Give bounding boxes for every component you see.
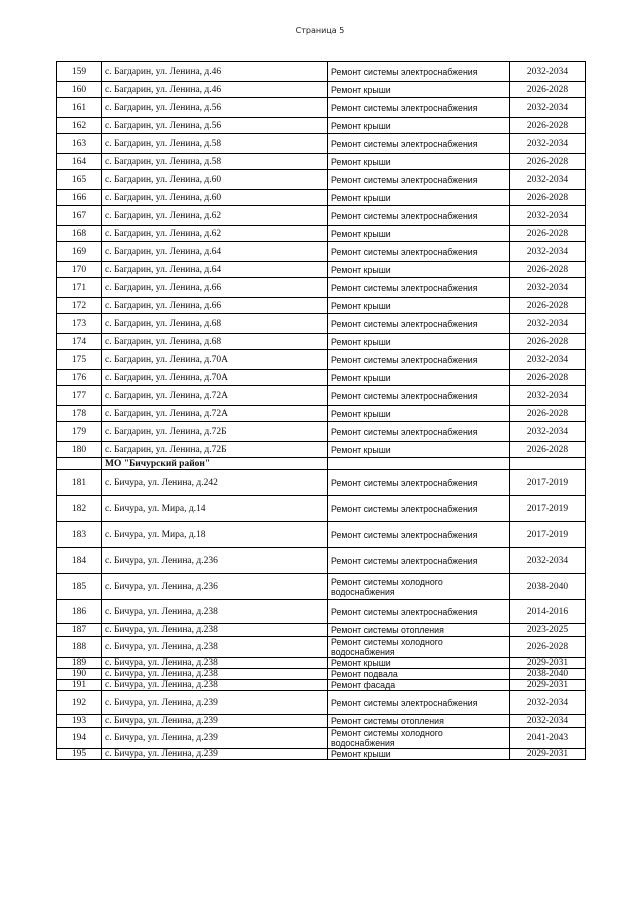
row-address: с. Багдарин, ул. Ленина, д.64 (102, 242, 328, 262)
row-work-type: Ремонт системы электроснабжения (328, 170, 510, 190)
row-work-type: Ремонт крыши (328, 262, 510, 278)
row-work-type: Ремонт крыши (328, 226, 510, 242)
row-number: 174 (57, 334, 102, 350)
row-address: с. Багдарин, ул. Ленина, д.72Б (102, 442, 328, 458)
row-address: с. Багдарин, ул. Ленина, д.46 (102, 82, 328, 98)
row-address: с. Багдарин, ул. Ленина, д.70А (102, 350, 328, 370)
row-address: с. Багдарин, ул. Ленина, д.62 (102, 226, 328, 242)
row-work-type: Ремонт системы электроснабжения (328, 691, 510, 715)
row-period: 2017-2019 (510, 522, 586, 548)
row-work-type: Ремонт системы отопления (328, 624, 510, 637)
table-row (57, 206, 586, 226)
table-row (57, 154, 586, 170)
table-row (57, 278, 586, 298)
row-work-type: Ремонт системы электроснабжения (328, 422, 510, 442)
row-period: 2029-2031 (510, 749, 586, 760)
table-row (57, 442, 586, 458)
row-address: с. Бичура, ул. Ленина, д.238 (102, 637, 328, 658)
table-row (57, 170, 586, 190)
section-empty-cell (510, 458, 586, 470)
row-number: 172 (57, 298, 102, 314)
row-period: 2026-2028 (510, 442, 586, 458)
row-work-type: Ремонт системы электроснабжения (328, 278, 510, 298)
table-row (57, 548, 586, 574)
table-row (57, 406, 586, 422)
table-body (57, 62, 586, 760)
row-number: 191 (57, 680, 102, 691)
row-period: 2026-2028 (510, 82, 586, 98)
row-address: с. Багдарин, ул. Ленина, д.60 (102, 170, 328, 190)
row-period: 2032-2034 (510, 350, 586, 370)
table-row (57, 314, 586, 334)
table-row (57, 334, 586, 350)
row-number: 185 (57, 574, 102, 600)
row-number: 188 (57, 637, 102, 658)
row-number: 169 (57, 242, 102, 262)
table-row (57, 496, 586, 522)
table-row (57, 574, 586, 600)
table-row (57, 82, 586, 98)
row-work-type: Ремонт крыши (328, 82, 510, 98)
row-period: 2017-2019 (510, 470, 586, 496)
table-row (57, 262, 586, 278)
table-row (57, 242, 586, 262)
table-row (57, 624, 586, 637)
row-address: с. Бичура, ул. Ленина, д.239 (102, 749, 328, 760)
row-address: с. Бичура, ул. Мира, д.18 (102, 522, 328, 548)
row-address: с. Багдарин, ул. Ленина, д.46 (102, 62, 328, 82)
row-number: 193 (57, 715, 102, 728)
row-address: с. Бичура, ул. Ленина, д.238 (102, 624, 328, 637)
row-period: 2032-2034 (510, 386, 586, 406)
row-number: 175 (57, 350, 102, 370)
row-period: 2032-2034 (510, 242, 586, 262)
row-address: с. Бичура, ул. Ленина, д.236 (102, 548, 328, 574)
row-number: 173 (57, 314, 102, 334)
row-address: с. Бичура, ул. Ленина, д.238 (102, 680, 328, 691)
row-period: 2032-2034 (510, 98, 586, 118)
row-work-type: Ремонт системы холодного водоснабжения (328, 574, 510, 600)
row-address: с. Бичура, ул. Ленина, д.236 (102, 574, 328, 600)
row-work-type: Ремонт подвала (328, 669, 510, 680)
row-address: с. Багдарин, ул. Ленина, д.70А (102, 370, 328, 386)
row-number: 187 (57, 624, 102, 637)
row-period: 2041-2043 (510, 728, 586, 749)
table-row (57, 134, 586, 154)
row-number: 194 (57, 728, 102, 749)
row-number: 189 (57, 658, 102, 669)
section-empty-cell (328, 458, 510, 470)
table-row (57, 350, 586, 370)
row-number: 170 (57, 262, 102, 278)
row-address: с. Бичура, ул. Ленина, д.238 (102, 600, 328, 624)
row-work-type: Ремонт крыши (328, 154, 510, 170)
row-period: 2032-2034 (510, 278, 586, 298)
row-work-type: Ремонт системы электроснабжения (328, 206, 510, 226)
row-work-type: Ремонт системы электроснабжения (328, 470, 510, 496)
row-work-type: Ремонт системы холодного водоснабжения (328, 637, 510, 658)
row-address: с. Багдарин, ул. Ленина, д.68 (102, 314, 328, 334)
row-number: 168 (57, 226, 102, 242)
row-number: 177 (57, 386, 102, 406)
table-row (57, 470, 586, 496)
row-address: с. Багдарин, ул. Ленина, д.56 (102, 118, 328, 134)
row-address: с. Багдарин, ул. Ленина, д.72А (102, 386, 328, 406)
row-address: с. Бичура, ул. Ленина, д.239 (102, 728, 328, 749)
row-work-type: Ремонт системы электроснабжения (328, 98, 510, 118)
row-period: 2032-2034 (510, 422, 586, 442)
row-work-type: Ремонт системы холодного водоснабжения (328, 728, 510, 749)
row-work-type: Ремонт системы электроснабжения (328, 548, 510, 574)
row-work-type: Ремонт системы электроснабжения (328, 600, 510, 624)
row-period: 2032-2034 (510, 206, 586, 226)
section-number-cell (57, 458, 102, 470)
row-period: 2026-2028 (510, 118, 586, 134)
table-row (57, 669, 586, 680)
row-work-type: Ремонт крыши (328, 190, 510, 206)
row-address: с. Бичура, ул. Ленина, д.238 (102, 658, 328, 669)
table-row (57, 370, 586, 386)
row-work-type: Ремонт фасада (328, 680, 510, 691)
row-period: 2032-2034 (510, 62, 586, 82)
table-row (57, 118, 586, 134)
row-period: 2026-2028 (510, 190, 586, 206)
row-period: 2026-2028 (510, 226, 586, 242)
row-address: с. Бичура, ул. Ленина, д.239 (102, 691, 328, 715)
table-row (57, 298, 586, 314)
row-address: с. Багдарин, ул. Ленина, д.66 (102, 278, 328, 298)
section-title: МО "Бичурский район" (102, 458, 328, 470)
row-address: с. Бичура, ул. Ленина, д.238 (102, 669, 328, 680)
table-row (57, 728, 586, 749)
row-work-type: Ремонт крыши (328, 658, 510, 669)
table-row (57, 422, 586, 442)
row-period: 2026-2028 (510, 298, 586, 314)
row-number: 164 (57, 154, 102, 170)
row-number: 162 (57, 118, 102, 134)
row-work-type: Ремонт системы электроснабжения (328, 386, 510, 406)
row-period: 2026-2028 (510, 637, 586, 658)
row-address: с. Багдарин, ул. Ленина, д.68 (102, 334, 328, 350)
row-address: с. Багдарин, ул. Ленина, д.56 (102, 98, 328, 118)
row-address: с. Багдарин, ул. Ленина, д.60 (102, 190, 328, 206)
table-row (57, 226, 586, 242)
row-work-type: Ремонт системы электроснабжения (328, 350, 510, 370)
table-row (57, 658, 586, 669)
row-number: 161 (57, 98, 102, 118)
row-work-type: Ремонт крыши (328, 406, 510, 422)
row-work-type: Ремонт системы электроснабжения (328, 62, 510, 82)
row-number: 179 (57, 422, 102, 442)
table-row (57, 715, 586, 728)
row-address: с. Багдарин, ул. Ленина, д.58 (102, 154, 328, 170)
row-work-type: Ремонт крыши (328, 334, 510, 350)
row-work-type: Ремонт крыши (328, 370, 510, 386)
row-address: с. Багдарин, ул. Ленина, д.72Б (102, 422, 328, 442)
table-row (57, 600, 586, 624)
row-period: 2038-2040 (510, 574, 586, 600)
row-period: 2032-2034 (510, 548, 586, 574)
row-number: 166 (57, 190, 102, 206)
row-period: 2026-2028 (510, 370, 586, 386)
page-header-label: Страница 5 (295, 26, 345, 35)
row-period: 2017-2019 (510, 496, 586, 522)
row-address: с. Бичура, ул. Ленина, д.242 (102, 470, 328, 496)
row-work-type: Ремонт системы электроснабжения (328, 522, 510, 548)
table-row (57, 98, 586, 118)
repair-schedule-table (56, 61, 586, 760)
row-period: 2026-2028 (510, 262, 586, 278)
row-number: 171 (57, 278, 102, 298)
row-number: 195 (57, 749, 102, 760)
row-address: с. Бичура, ул. Ленина, д.239 (102, 715, 328, 728)
table-row (57, 190, 586, 206)
table-row (57, 637, 586, 658)
row-period: 2029-2031 (510, 680, 586, 691)
row-address: с. Багдарин, ул. Ленина, д.58 (102, 134, 328, 154)
row-work-type: Ремонт крыши (328, 118, 510, 134)
row-number: 159 (57, 62, 102, 82)
row-period: 2014-2016 (510, 600, 586, 624)
row-period: 2032-2034 (510, 691, 586, 715)
row-period: 2026-2028 (510, 334, 586, 350)
row-work-type: Ремонт крыши (328, 749, 510, 760)
row-number: 165 (57, 170, 102, 190)
row-work-type: Ремонт системы электроснабжения (328, 496, 510, 522)
row-work-type: Ремонт системы электроснабжения (328, 314, 510, 334)
row-number: 176 (57, 370, 102, 386)
row-period: 2032-2034 (510, 134, 586, 154)
table-row (57, 522, 586, 548)
table-row (57, 680, 586, 691)
row-address: с. Багдарин, ул. Ленина, д.66 (102, 298, 328, 314)
row-number: 190 (57, 669, 102, 680)
row-number: 192 (57, 691, 102, 715)
row-address: с. Багдарин, ул. Ленина, д.64 (102, 262, 328, 278)
row-work-type: Ремонт крыши (328, 298, 510, 314)
table-row (57, 386, 586, 406)
row-period: 2026-2028 (510, 154, 586, 170)
row-address: с. Багдарин, ул. Ленина, д.62 (102, 206, 328, 226)
row-address: с. Багдарин, ул. Ленина, д.72А (102, 406, 328, 422)
row-period: 2032-2034 (510, 170, 586, 190)
row-number: 180 (57, 442, 102, 458)
section-row (57, 458, 586, 470)
row-period: 2023-2025 (510, 624, 586, 637)
table-row (57, 62, 586, 82)
row-work-type: Ремонт крыши (328, 442, 510, 458)
row-period: 2038-2040 (510, 669, 586, 680)
row-address: с. Бичура, ул. Мира, д.14 (102, 496, 328, 522)
row-number: 160 (57, 82, 102, 98)
table-row (57, 749, 586, 760)
row-number: 184 (57, 548, 102, 574)
row-number: 186 (57, 600, 102, 624)
row-period: 2029-2031 (510, 658, 586, 669)
row-work-type: Ремонт системы электроснабжения (328, 242, 510, 262)
row-number: 182 (57, 496, 102, 522)
row-period: 2032-2034 (510, 715, 586, 728)
row-number: 183 (57, 522, 102, 548)
row-work-type: Ремонт системы отопления (328, 715, 510, 728)
row-period: 2032-2034 (510, 314, 586, 334)
row-number: 181 (57, 470, 102, 496)
table-row (57, 691, 586, 715)
row-number: 167 (57, 206, 102, 226)
row-period: 2026-2028 (510, 406, 586, 422)
row-work-type: Ремонт системы электроснабжения (328, 134, 510, 154)
row-number: 178 (57, 406, 102, 422)
row-number: 163 (57, 134, 102, 154)
